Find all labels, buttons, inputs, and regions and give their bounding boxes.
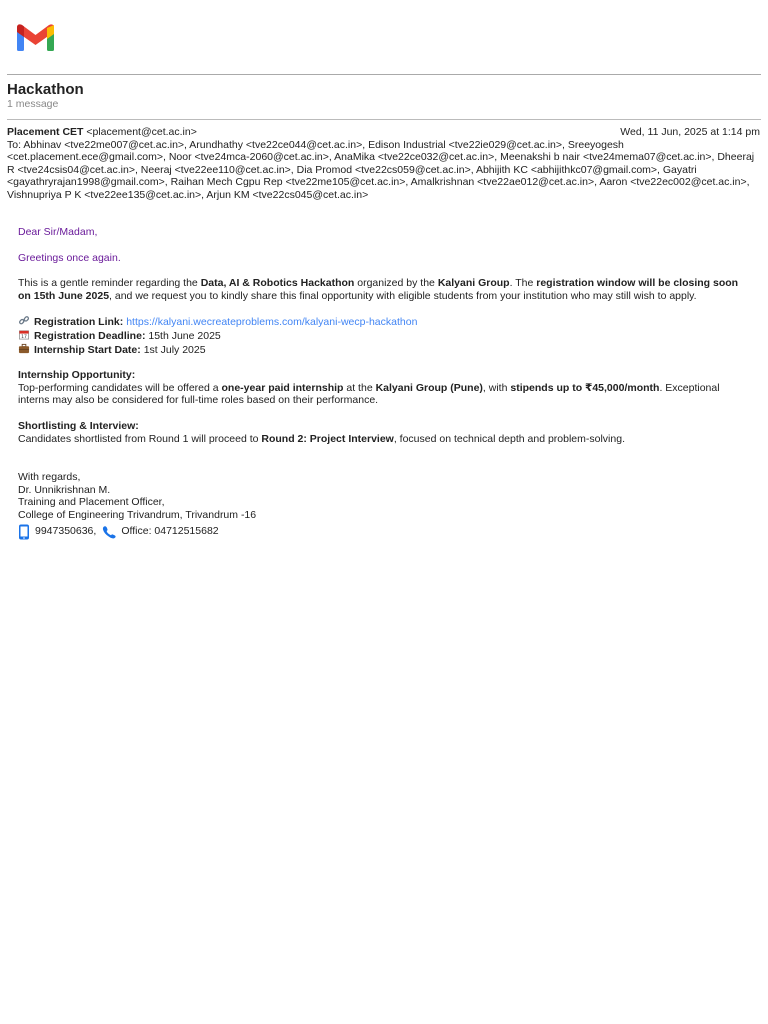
registration-deadline-line: 17 Registration Deadline: 15th June 2025	[18, 329, 746, 343]
subject-divider	[7, 119, 761, 120]
shortlisting-section	[18, 420, 746, 445]
greeting: Greetings once again.	[18, 251, 121, 264]
svg-text:17: 17	[21, 335, 27, 340]
intro-paragraph: This is a gentle reminder regarding the Data, AI & Robotics Hackathon organized by the Kalyani Group. The registration window will be closing soon on 15th June 2025, and we request you to kindly share this final opportunity with eligible students from your institution who may still wish to apply.	[18, 277, 739, 302]
shortlisting-heading: Shortlisting & Interview:	[18, 419, 139, 432]
briefcase-icon	[18, 343, 30, 354]
shortlisting-text: Candidates shortlisted from Round 1 will proceed to Round 2: Project Interview, focused on technical depth and problem-solving.	[18, 432, 625, 445]
sender-email[interactable]: <placement@cet.ac.in>	[86, 126, 197, 138]
internship-section	[18, 369, 746, 407]
signature-title: Training and Placement Officer,	[18, 496, 165, 509]
signature-name: Dr. Unnikrishnan M.	[18, 483, 111, 496]
mobile-number: 9947350636,	[35, 525, 97, 538]
recipient-list: Abhinav <tve22me007@cet.ac.in>, Arundhathy <tve22ce044@cet.ac.in>, Edison Industrial <tve22ie029@cet.ac.in>, Sreeyogesh <cet.placement.ece@gmail.com>, Noor <tve24mca-2060@cet.ac.in>, AnaMika <tve22ce032@cet.ac.in>, Meenakshi b nair <tve24mema07@cet.ac.in>, Dheeraj R <tve24csis04@cet.ac.in>, Neeraj <tve22ee110@cet.ac.in>, Dia Promod <tve22cs059@cet.ac.in>, Abhijith KC <abhijithkc07@gmail.com>, Gayatri <gayathryrajan1998@gmail.com>, Raihan Mech Cgpu Rep <tve22me105@cet.ac.in>, Amalkrishnan <tve22ae012@cet.ac.in>, Aaron <tve22ec002@cet.ac.in>, Vishnupriya P K <tve22ee135@cet.ac.in>, Arjun KM <tve22cs045@cet.ac.in>	[7, 138, 755, 201]
header-divider	[7, 74, 761, 75]
link-icon	[18, 315, 30, 326]
telephone-icon	[102, 525, 118, 539]
to-label: To:	[7, 138, 22, 151]
calendar-icon	[18, 329, 30, 340]
internship-heading: Internship Opportunity:	[18, 369, 136, 382]
thread-subject: Hackathon	[7, 81, 84, 98]
registration-link-line: Registration Link: https://kalyani.wecreateproblems.com/kalyani-wecp-hackathon	[18, 315, 746, 329]
signature-contact	[18, 524, 746, 540]
salutation: Dear Sir/Madam,	[18, 226, 98, 238]
internship-start-line: Internship Start Date: 1st July 2025	[18, 343, 746, 357]
signature	[18, 471, 746, 539]
signature-closing: With regards,	[18, 471, 81, 484]
message-header	[7, 126, 760, 202]
recipients-line	[7, 139, 760, 202]
message-body	[18, 226, 746, 540]
registration-link[interactable]: https://kalyani.wecreateproblems.com/kalyani-wecp-hackathon	[126, 316, 418, 329]
mobile-phone-icon	[18, 524, 30, 540]
message-count: 1 message	[7, 98, 59, 110]
internship-text: Top-performing candidates will be offered a one-year paid internship at the Kalyani Group (Pune), with stipends up to ₹45,000/month. Exceptional interns may also be considered for full-time roles based on their performance.	[18, 381, 720, 407]
details-block	[18, 315, 746, 356]
office-number: Office: 04712515682	[121, 525, 219, 538]
sender	[7, 126, 197, 139]
message-date: Wed, 11 Jun, 2025 at 1:14 pm	[620, 126, 760, 138]
sender-name[interactable]: Placement CET	[7, 126, 84, 138]
gmail-logo[interactable]	[16, 22, 55, 52]
signature-org: College of Engineering Trivandrum, Trivandrum -16	[18, 508, 257, 521]
